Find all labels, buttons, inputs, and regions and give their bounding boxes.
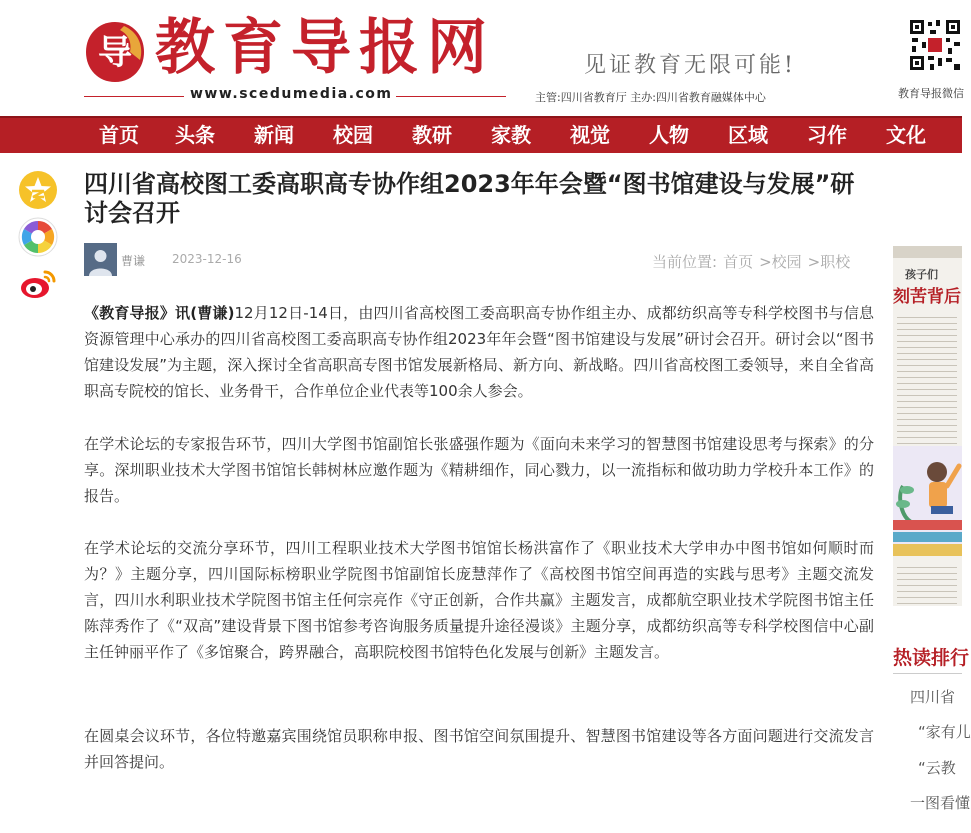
publish-date: 2023-12-16 bbox=[172, 252, 242, 266]
weibo-icon[interactable] bbox=[18, 264, 58, 304]
article-paragraph-3: 在学术论坛的交流分享环节，四川工程职业技术大学图书馆馆长杨洪富作了《职业技术大学申办中图书馆如何顺时而为？》主题分享，四川国际标榜职业学院图书馆副馆长庞慧萍作了《高校图书馆空间再造的实践与思考》主题交流发言，四川水利职业技术学院图书馆主任何宗亮作《守正创新，合作共赢》主题发言，成都航空职业技术学院图书馆主任陈萍秀作了《“双高”建设背景下图书馆参考咨询服务质量提升途径漫谈》主题分享，成都纺织高等专科学校图信中心副主任钟丽平作了《多馆聚合，跨界融合，高职院校图书馆特色化发展与创新》主题发言。 bbox=[84, 539, 874, 661]
nav-item-headlines[interactable]: 头条 bbox=[175, 123, 215, 147]
sidebar-ad-banner[interactable] bbox=[893, 246, 962, 606]
nav-item-people[interactable]: 人物 bbox=[649, 123, 689, 147]
ad-text-block-2 bbox=[897, 562, 957, 606]
logo-url: www.scedumedia.com bbox=[190, 86, 393, 102]
nav-item-visual[interactable]: 视觉 bbox=[570, 123, 610, 147]
nav-item-family[interactable]: 家教 bbox=[491, 123, 531, 147]
main-nav bbox=[0, 116, 962, 153]
ad-headline: 刻苦背后 bbox=[893, 287, 961, 307]
hot-read-item-4[interactable]: 一图看懂 bbox=[910, 794, 971, 812]
nav-item-writing[interactable]: 习作 bbox=[807, 123, 847, 147]
ad-top-strip bbox=[893, 246, 962, 258]
breadcrumb-label: 当前位置: bbox=[652, 253, 718, 271]
article-paragraph-1 bbox=[84, 300, 874, 404]
logo-divider-right bbox=[396, 96, 506, 97]
site-header bbox=[0, 0, 962, 116]
hot-read-item-1[interactable]: 四川省 bbox=[910, 688, 956, 706]
hot-reads-title: 热读排行 bbox=[893, 647, 970, 669]
article-paragraph-4: 在圆桌会议环节，各位特邀嘉宾围绕馆员职称申报、图书馆空间氛围提升、智慧图书馆建设等各方面问题进行交流发言并回答提问。 bbox=[84, 727, 874, 771]
article-title: 四川省高校图工委高职高专协作组2023年年会暨“图书馆建设与发展”研讨会召开 bbox=[84, 170, 855, 227]
ad-illustration bbox=[893, 446, 962, 556]
breadcrumb-vocational[interactable]: >职校 bbox=[807, 253, 851, 271]
nav-item-research[interactable]: 教研 bbox=[412, 123, 452, 147]
breadcrumb-home[interactable]: 首页 bbox=[723, 253, 754, 271]
ad-small-title: 孩子们 bbox=[905, 268, 938, 281]
article-paragraph-2: 在学术论坛的专家报告环节，四川大学图书馆副馆长张盛强作题为《面向未来学习的智慧图书馆建设思考与探索》的分享。深圳职业技术大学图书馆馆长韩树林应邀作题为《精耕细作，同心戮力，以一流指标和做功助力学校升本工作》的报告。 bbox=[84, 435, 874, 505]
hot-read-item-2[interactable]: “家有儿 bbox=[918, 723, 971, 741]
article-lead: 《教育导报》讯(曹谦) bbox=[84, 304, 235, 322]
logo-text[interactable]: 教育导报网 bbox=[155, 13, 495, 83]
logo-icon[interactable] bbox=[84, 20, 146, 84]
nav-item-campus[interactable]: 校园 bbox=[333, 123, 373, 147]
breadcrumb-campus[interactable]: >校园 bbox=[759, 253, 802, 271]
qzone-icon[interactable] bbox=[18, 170, 58, 210]
hot-read-item-3[interactable]: “云教 bbox=[918, 759, 956, 777]
svg-text:导: 导 bbox=[98, 33, 132, 73]
nav-item-home[interactable]: 首页 bbox=[99, 123, 139, 147]
nav-item-news[interactable]: 新闻 bbox=[254, 123, 294, 147]
logo-divider-left bbox=[84, 96, 184, 97]
nav-item-culture[interactable]: 文化 bbox=[886, 123, 926, 147]
breadcrumb bbox=[652, 251, 856, 272]
site-slogan: 见证教育无限可能! bbox=[584, 53, 796, 78]
author-avatar[interactable] bbox=[84, 243, 117, 276]
moments-icon[interactable] bbox=[18, 217, 58, 257]
site-sponsor: 主管:四川省教育厅 主办:四川省教育融媒体中心 bbox=[535, 91, 766, 104]
qr-label: 教育导报微信 bbox=[898, 87, 964, 100]
wechat-qr-code bbox=[908, 18, 962, 72]
article-paragraph-1-body: 12月12日-14日，由四川省高校图工委高职高专协作组主办、成都纺织高等专科学校图书与信息资源管理中心承办的四川省高校图工委高职高专协作组2023年年会暨“图书馆建设与发展”研讨会召开。研讨会以“图书馆建设发展”为主题，深入探讨全省高职高专图书馆发展新格局、新方向、新战略。四川省高校图工委领导，来自全省高职高专院校的馆长、业务骨干，合作单位企业代表等100余人参会。 bbox=[84, 304, 874, 400]
nav-item-region[interactable]: 区域 bbox=[728, 123, 768, 147]
hot-reads-divider bbox=[893, 673, 962, 674]
author-name[interactable]: 曹谦 bbox=[121, 254, 146, 268]
ad-text-block bbox=[897, 312, 957, 452]
